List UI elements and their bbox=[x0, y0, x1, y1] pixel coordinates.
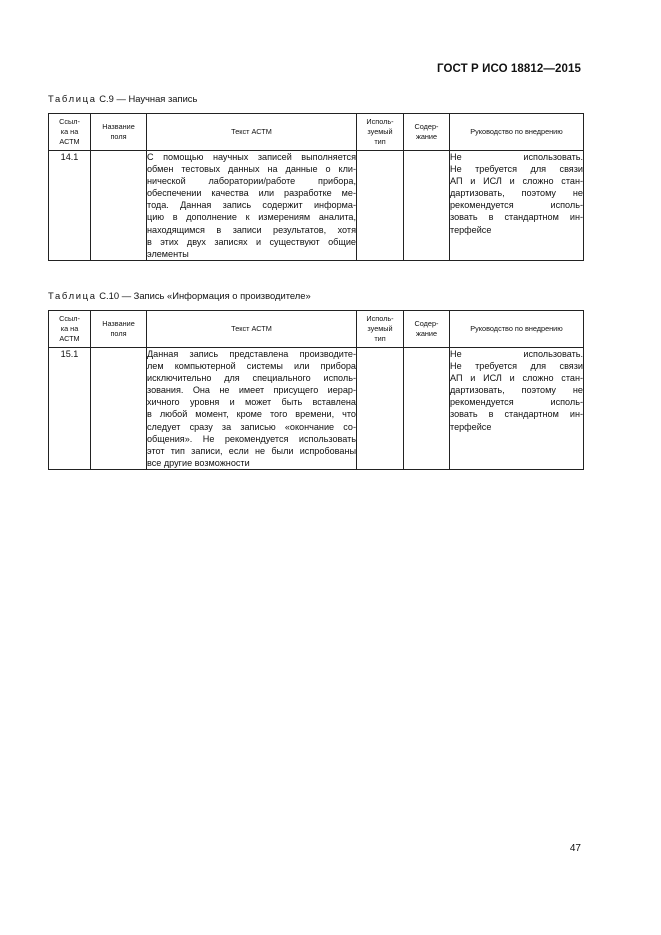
cell-text-line: зовать в стандартном ин- bbox=[450, 409, 583, 420]
table-header-row bbox=[49, 114, 584, 151]
header-line: зуемый bbox=[367, 324, 393, 333]
cell-text-line: дартизовать, поэтому не bbox=[450, 385, 583, 396]
column-header-ref bbox=[49, 311, 91, 348]
cell-content bbox=[404, 151, 450, 261]
cell-text-line: этот тип записи, если не были испробованы bbox=[147, 445, 356, 456]
table-scientific-record bbox=[48, 113, 584, 261]
cell-text-line: элементы bbox=[147, 248, 189, 259]
cell-text-line: зования. Она не имеет присущего иерар- bbox=[147, 385, 356, 396]
header-line: АСТМ bbox=[59, 137, 80, 146]
header-line: жание bbox=[415, 132, 438, 141]
cell-name bbox=[91, 151, 147, 261]
cell-text-line: дартизовать, поэтому не bbox=[450, 188, 583, 199]
header-line: ка на bbox=[60, 324, 79, 333]
table-caption-title: С.9 — Научная запись bbox=[99, 93, 198, 104]
column-header-guide: Руководство по внедрению bbox=[450, 311, 584, 348]
cell-text-line: рекомендуется исполь- bbox=[450, 397, 583, 408]
cell-text-line: рекомендуется исполь- bbox=[450, 200, 583, 211]
column-header-guide: Руководство по внедрению bbox=[450, 114, 584, 151]
cell-text-line: Не требуется для связи bbox=[450, 164, 583, 175]
header-line: зуемый bbox=[367, 127, 393, 136]
header-line: Исполь- bbox=[366, 314, 394, 323]
table-row bbox=[49, 151, 584, 261]
header-line: тип bbox=[374, 334, 386, 343]
cell-text-line: Не требуется для связи bbox=[450, 361, 583, 372]
cell-text-line: АП и ИСЛ и сложно стан- bbox=[450, 373, 583, 384]
header-line: поля bbox=[110, 329, 127, 338]
cell-text-line: Не использовать. bbox=[450, 152, 583, 162]
cell-name bbox=[91, 348, 147, 470]
column-header-text: Текст АСТМ bbox=[147, 311, 357, 348]
cell-content bbox=[404, 348, 450, 470]
column-header-content bbox=[404, 114, 450, 151]
table-caption-title: С.10 — Запись «Информация о производителе» bbox=[99, 290, 311, 301]
cell-text-line: находящимся в записи результатов, хотя bbox=[147, 224, 356, 235]
table-row bbox=[49, 348, 584, 470]
cell-text-line: Не использовать. bbox=[450, 349, 583, 359]
column-header-content bbox=[404, 311, 450, 348]
cell-text-line: терфейсе bbox=[450, 224, 492, 235]
table-caption-prefix: Таблица bbox=[48, 290, 97, 301]
header-line: ка на bbox=[60, 127, 79, 136]
cell-type bbox=[357, 151, 404, 261]
page-number: 47 bbox=[569, 843, 581, 854]
column-header-type bbox=[357, 311, 404, 348]
header-line: Название bbox=[102, 319, 135, 328]
cell-text-line: Данная запись представлена производите- bbox=[147, 349, 356, 359]
cell-ref: 15.1 bbox=[49, 348, 91, 470]
cell-type bbox=[357, 348, 404, 470]
column-header-name bbox=[91, 114, 147, 151]
column-header-text: Текст АСТМ bbox=[147, 114, 357, 151]
header-line: Название bbox=[102, 122, 135, 131]
header-line: жание bbox=[415, 329, 438, 338]
column-header-ref bbox=[49, 114, 91, 151]
header-line: Содер- bbox=[414, 122, 439, 131]
table-caption bbox=[48, 290, 311, 301]
cell-ref: 14.1 bbox=[49, 151, 91, 261]
column-header-type bbox=[357, 114, 404, 151]
cell-guide bbox=[450, 348, 584, 470]
cell-text-line: все другие возможности bbox=[147, 457, 250, 468]
header-line: Ссыл- bbox=[59, 314, 80, 323]
cell-text bbox=[147, 348, 357, 470]
cell-text-line: С помощью научных записей выполняется bbox=[147, 152, 356, 162]
column-header-name bbox=[91, 311, 147, 348]
header-line: АСТМ bbox=[59, 334, 80, 343]
table-header-row bbox=[49, 311, 584, 348]
cell-text-line: терфейсе bbox=[450, 421, 492, 432]
cell-text-line: АП и ИСЛ и сложно стан- bbox=[450, 176, 583, 187]
cell-text-line: исключительно для специального исполь- bbox=[147, 373, 356, 384]
cell-text-line: в любой момент, кроме того времени, что bbox=[147, 409, 356, 420]
table-caption bbox=[48, 93, 197, 104]
cell-text-line: обеспечении качества или разработке ме- bbox=[147, 188, 356, 199]
cell-text-line: хичного уровня и может быть вставлена bbox=[147, 397, 356, 408]
cell-text-line: тода. Данная запись содержит информа- bbox=[147, 200, 356, 211]
header-line: Ссыл- bbox=[59, 117, 80, 126]
cell-text bbox=[147, 151, 357, 261]
cell-text-line: зовать в стандартном ин- bbox=[450, 212, 583, 223]
header-line: Исполь- bbox=[366, 117, 394, 126]
cell-text-line: нической лаборатории/работе прибора, bbox=[147, 176, 356, 187]
cell-text-line: следует сразу за записью «окончание со- bbox=[147, 421, 356, 432]
header-line: тип bbox=[374, 137, 386, 146]
cell-text-line: в этих двух записях и существуют общие bbox=[147, 236, 356, 247]
table-caption-prefix: Таблица bbox=[48, 93, 97, 104]
cell-text-line: цию в дополнение к измерениям аналита, bbox=[147, 212, 356, 223]
cell-guide bbox=[450, 151, 584, 261]
cell-text-line: лем компьютерной системы или прибора bbox=[147, 361, 356, 372]
document-standard-header: ГОСТ Р ИСО 18812—2015 bbox=[436, 63, 581, 75]
header-line: поля bbox=[110, 132, 127, 141]
cell-text-line: общения». Не рекомендуется использовать bbox=[147, 433, 356, 444]
cell-text-line: обмен тестовых данных на данные о кли- bbox=[147, 164, 356, 175]
table-manufacturer-info-record bbox=[48, 310, 584, 470]
header-line: Содер- bbox=[414, 319, 439, 328]
